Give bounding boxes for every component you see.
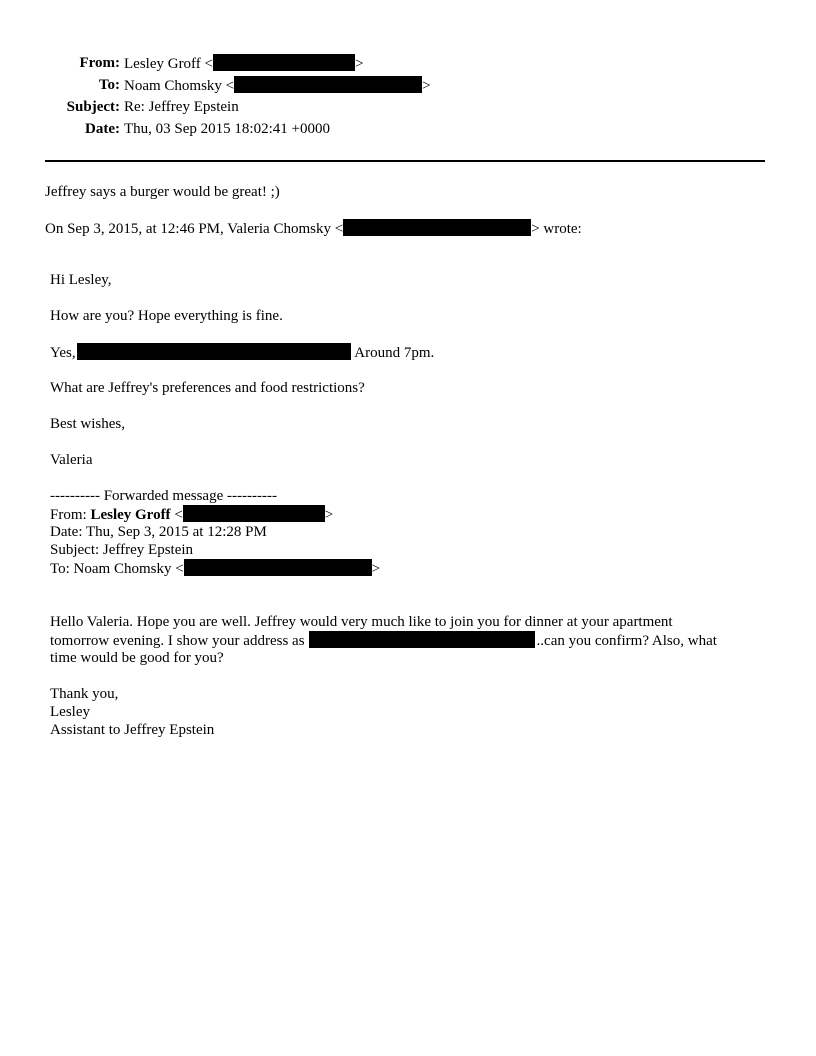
forwarded-para-line3: time would be good for you? [50,650,224,666]
quoted-signoff: Best wishes, [50,416,125,432]
forwarded-sender-title: Assistant to Jeffrey Epstein [50,722,215,738]
yes-suffix: Around 7pm. [354,345,435,361]
forwarded-para-line2 [50,631,717,650]
redaction-bar [77,343,351,360]
yes-prefix: Yes, [50,345,76,361]
from-name: Lesley Groff < [124,56,213,72]
quoted-yes-line [50,343,434,362]
para-line2-suffix: ..can you confirm? Also, what [536,633,717,649]
forwarded-from-line [50,505,333,524]
quote-intro [45,219,582,238]
redaction-bar [184,559,372,576]
to-close: > [422,78,431,94]
forwarded-thanks: Thank you, [50,686,119,702]
fwd-from-close: > [324,507,334,523]
forwarded-sender-name: Lesley [50,704,90,720]
forwarded-para-line1: Hello Valeria. Hope you are well. Jeffrey would very much like to join you for dinner at your apartment [50,614,673,630]
redaction-bar [183,505,325,522]
quoted-greeting: Hi Lesley, [50,272,112,288]
quote-intro-suffix: > wrote: [531,221,582,237]
quote-intro-prefix: On Sep 3, 2015, at 12:46 PM, Valeria Chomsky < [45,221,344,237]
redaction-bar [234,76,422,93]
from-close: > [355,56,364,72]
date-value: Thu, 03 Sep 2015 18:02:41 +0000 [124,121,330,137]
to-name: Noam Chomsky < [124,78,235,94]
forwarded-subject-line: Subject: Jeffrey Epstein [50,542,194,558]
fwd-from-prefix: From: [50,507,91,523]
to-value [124,76,431,95]
para-line2-prefix: tomorrow evening. I show your address as [50,633,305,649]
fwd-to-close: > [371,561,381,577]
forwarded-separator: ---------- Forwarded message ---------- [50,488,277,504]
quoted-question: What are Jeffrey's preferences and food restrictions? [50,380,365,396]
forwarded-to-line [50,559,380,578]
redaction-bar [343,219,531,236]
quoted-line1: How are you? Hope everything is fine. [50,308,283,324]
redaction-bar [213,54,355,71]
from-label: From: [79,55,120,71]
fwd-from-open: < [170,507,183,523]
reply-line: Jeffrey says a burger would be great! ;) [45,184,280,200]
subject-value: Re: Jeffrey Epstein [124,99,239,115]
forwarded-date-line: Date: Thu, Sep 3, 2015 at 12:28 PM [50,524,267,540]
redaction-bar [309,631,535,648]
date-label: Date: [85,121,120,137]
quoted-signature: Valeria [50,452,93,468]
subject-label: Subject: [66,99,120,115]
fwd-to-prefix: To: Noam Chomsky < [50,561,184,577]
fwd-from-name: Lesley Groff [90,507,171,523]
from-value [124,54,363,73]
to-label: To: [98,77,120,93]
header-divider [45,160,765,162]
